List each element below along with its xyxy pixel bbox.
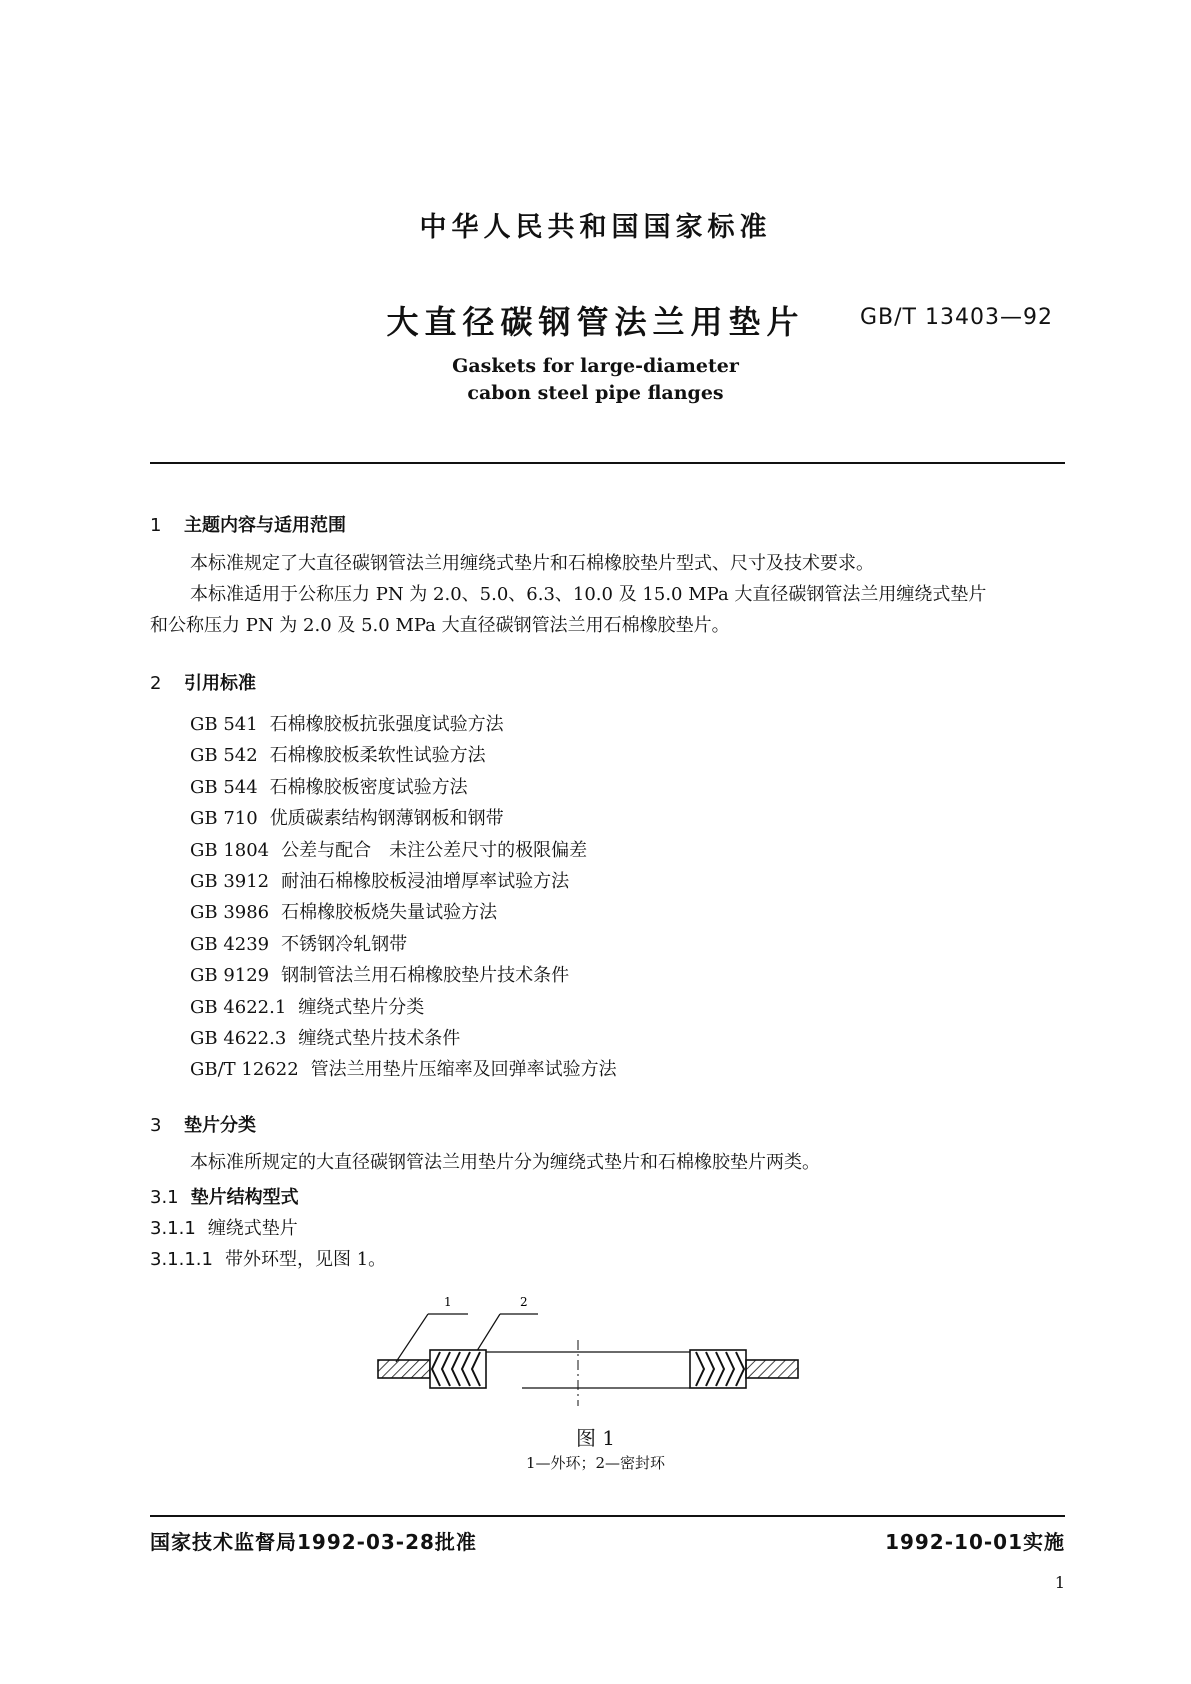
implementation-date: 1992-10-01实施	[885, 1530, 1065, 1554]
outer-ring-left	[378, 1360, 430, 1378]
section-2-heading	[150, 669, 256, 695]
reference-name: 公差与配合 未注公差尺寸的极限偏差	[281, 839, 588, 861]
reference-code: GB 4622.3	[190, 1027, 287, 1049]
reference-code: GB 4239	[190, 933, 270, 955]
section-3-body	[150, 1147, 1065, 1178]
reference-code: GB 4622.1	[190, 996, 287, 1018]
standard-code: GB/T 13403—92	[860, 305, 1053, 330]
reference-item	[190, 1023, 617, 1054]
figure-caption: 1—外环；2—密封环	[525, 1454, 666, 1472]
reference-name: 管法兰用垫片压缩率及回弹率试验方法	[310, 1059, 617, 1081]
reference-name: 缠绕式垫片技术条件	[298, 1027, 461, 1049]
reference-item	[190, 992, 617, 1023]
section-3-1-1-heading	[150, 1214, 298, 1240]
figure-title: 图 1	[575, 1426, 616, 1450]
header-divider	[150, 462, 1065, 464]
section-2-number: 2	[150, 673, 162, 694]
section-3-para-1: 本标准所规定的大直径碳钢管法兰用垫片分为缠绕式垫片和石棉橡胶垫片两类。	[190, 1152, 820, 1173]
section-3-1-number: 3.1	[150, 1187, 179, 1208]
section-3-heading	[150, 1111, 256, 1137]
reference-name: 钢制管法兰用石棉橡胶垫片技术条件	[281, 965, 570, 987]
section-3-1-title: 垫片结构型式	[190, 1187, 299, 1208]
standard-title-cn: 大直径碳钢管法兰用垫片	[386, 303, 805, 341]
reference-code: GB 1804	[190, 839, 270, 861]
reference-name: 石棉橡胶板密度试验方法	[269, 776, 468, 798]
reference-name: 耐油石棉橡胶板浸油增厚率试验方法	[281, 870, 570, 892]
reference-name: 优质碳素结构钢薄钢板和钢带	[269, 808, 504, 830]
section-3-1-1-1-title: 带外环型，见图 1。	[224, 1249, 387, 1270]
standard-title-en-line2: cabon steel pipe flanges	[467, 382, 724, 404]
reference-list	[190, 709, 617, 1086]
reference-code: GB 3912	[190, 870, 270, 892]
sealing-ring-right	[690, 1350, 746, 1388]
country-standard-title: 中华人民共和国国家标准	[419, 212, 772, 243]
reference-item	[190, 772, 617, 803]
reference-name: 石棉橡胶板柔软性试验方法	[269, 745, 486, 767]
reference-item	[190, 709, 617, 740]
reference-name: 石棉橡胶板烧失量试验方法	[281, 902, 498, 924]
reference-code: GB 542	[190, 745, 258, 767]
reference-item	[190, 960, 617, 991]
reference-code: GB 710	[190, 808, 258, 830]
outer-ring-right	[746, 1360, 798, 1378]
reference-item	[190, 740, 617, 771]
reference-item	[190, 866, 617, 897]
reference-code: GB 544	[190, 776, 258, 798]
standard-title-en-line1: Gaskets for large-diameter	[452, 355, 739, 377]
section-1-title: 主题内容与适用范围	[184, 515, 346, 536]
section-1-para-1: 本标准规定了大直径碳钢管法兰用缠绕式垫片和石棉橡胶垫片型式、尺寸及技术要求。	[190, 553, 874, 574]
approval-statement: 国家技术监督局1992-03-28批准	[150, 1530, 477, 1554]
section-3-1-1-1-heading	[150, 1245, 386, 1271]
section-3-1-heading	[150, 1183, 299, 1209]
footer-divider	[150, 1515, 1065, 1517]
reference-name: 石棉橡胶板抗张强度试验方法	[269, 714, 504, 735]
section-1-para-2-line1: 本标准适用于公称压力 PN 为 2.0、5.0、6.3、10.0 及 15.0 MPa 大直径碳钢管法兰用缠绕式垫片	[190, 584, 987, 605]
reference-item	[190, 1054, 617, 1085]
section-1-body	[150, 548, 1065, 641]
section-3-1-1-1-number: 3.1.1.1	[150, 1249, 213, 1270]
section-3-number: 3	[150, 1115, 162, 1136]
section-2-title: 引用标准	[184, 673, 256, 694]
section-3-1-1-title: 缠绕式垫片	[207, 1218, 298, 1239]
figure-label-2: 2	[520, 1295, 528, 1309]
gasket-cross-section-figure	[370, 1280, 850, 1410]
reference-item	[190, 897, 617, 928]
section-3-1-1-number: 3.1.1	[150, 1218, 196, 1239]
section-1-para-2-line2: 和公称压力 PN 为 2.0 及 5.0 MPa 大直径碳钢管法兰用石棉橡胶垫片。	[150, 615, 730, 636]
reference-name: 缠绕式垫片分类	[298, 996, 425, 1018]
section-1-number: 1	[150, 515, 162, 536]
reference-name: 不锈钢冷轧钢带	[281, 933, 408, 955]
reference-code: GB 9129	[190, 965, 270, 987]
reference-item	[190, 929, 617, 960]
reference-item	[190, 835, 617, 866]
reference-code: GB/T 12622	[190, 1059, 299, 1081]
sealing-ring-left	[430, 1350, 486, 1388]
section-1-heading	[150, 511, 346, 537]
reference-code: GB 3986	[190, 902, 270, 924]
page-number: 1	[1054, 1573, 1065, 1592]
reference-item	[190, 803, 617, 834]
reference-code: GB 541	[190, 714, 258, 735]
figure-label-1: 1	[444, 1295, 452, 1309]
section-3-title: 垫片分类	[184, 1115, 256, 1136]
